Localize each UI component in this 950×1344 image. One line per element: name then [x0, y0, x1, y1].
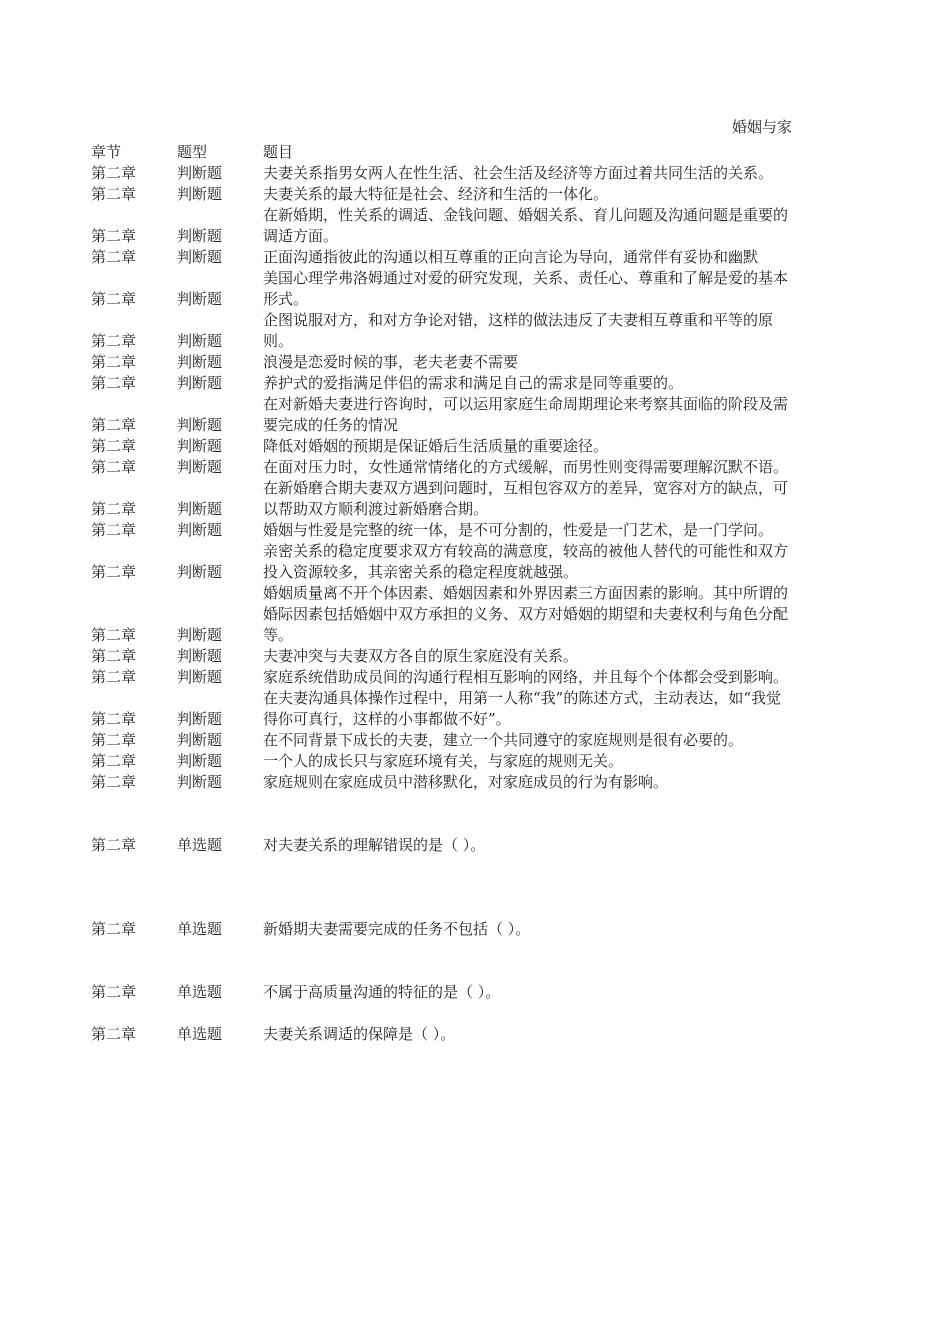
- type-cell: 判断题: [177, 731, 223, 749]
- question-cell: 在不同背景下成长的夫妻，建立一个共同遵守的家庭规则是很有必要的。: [263, 731, 744, 749]
- chapter-cell: 第二章: [91, 185, 137, 203]
- type-cell: 判断题: [177, 563, 223, 581]
- question-cell: 在面对压力时，女性通常情绪化的方式缓解，而男性则变得需要理解沉默不语。: [263, 458, 789, 476]
- chapter-cell: 第二章: [91, 773, 137, 791]
- chapter-cell: 第二章: [91, 500, 137, 518]
- type-cell: 判断题: [177, 353, 223, 371]
- table-row: [91, 751, 791, 772]
- question-cell: 浪漫是恋爱时候的事，老夫老妻不需要: [263, 353, 519, 371]
- type-cell: 判断题: [177, 227, 223, 245]
- type-cell: 判断题: [177, 248, 223, 266]
- table-row: [91, 541, 791, 583]
- table-row: [91, 457, 791, 478]
- table-row: [91, 373, 791, 394]
- table-row: [91, 982, 791, 1003]
- header-chapter: 章节: [91, 143, 122, 161]
- question-cell: 夫妻冲突与夫妻双方各自的原生家庭没有关系。: [263, 647, 579, 665]
- type-cell: 判断题: [177, 416, 223, 434]
- type-cell: 判断题: [177, 626, 223, 644]
- question-cell: 降低对婚姻的预期是保证婚后生活质量的重要途径。: [263, 437, 609, 455]
- question-cell: 在对新婚夫妻进行咨询时，可以运用家庭生命周期理论来考察其面临的阶段及需要完成的任务的情况: [263, 395, 789, 434]
- spacer-row: [91, 1003, 791, 1024]
- table-row: [91, 268, 791, 310]
- chapter-cell: 第二章: [91, 983, 137, 1001]
- table-row: [91, 184, 791, 205]
- type-cell: 判断题: [177, 773, 223, 791]
- chapter-cell: 第二章: [91, 626, 137, 644]
- table-row: [91, 772, 791, 793]
- header-type: 题型: [177, 143, 208, 161]
- chapter-cell: 第二章: [91, 920, 137, 938]
- chapter-cell: 第二章: [91, 647, 137, 665]
- chapter-cell: 第二章: [91, 731, 137, 749]
- chapter-cell: 第二章: [91, 416, 137, 434]
- table-row: [91, 1024, 791, 1045]
- spacer-row: [91, 814, 791, 835]
- question-cell: 新婚期夫妻需要完成的任务不包括（ ）。: [263, 920, 531, 938]
- question-cell: 正面沟通指彼此的沟通以相互尊重的正向言论为导向，通常伴有妥协和幽默: [263, 248, 759, 266]
- page-header: 婚姻与家: [732, 118, 793, 136]
- question-cell: 养护式的爱指满足伴侣的需求和满足自己的需求是同等重要的。: [263, 374, 684, 392]
- chapter-cell: 第二章: [91, 458, 137, 476]
- table-row: [91, 205, 791, 247]
- type-cell: 单选题: [177, 920, 223, 938]
- type-cell: 判断题: [177, 458, 223, 476]
- table-row: [91, 352, 791, 373]
- type-cell: 单选题: [177, 1025, 223, 1043]
- type-cell: 判断题: [177, 374, 223, 392]
- chapter-cell: 第二章: [91, 668, 137, 686]
- table-row: [91, 247, 791, 268]
- type-cell: 单选题: [177, 983, 223, 1001]
- spacer-row: [91, 877, 791, 898]
- question-cell: 不属于高质量沟通的特征的是（ ）。: [263, 983, 501, 1001]
- spacer-row: [91, 856, 791, 877]
- type-cell: 判断题: [177, 164, 223, 182]
- table-row: [91, 310, 791, 352]
- chapter-cell: 第二章: [91, 1025, 137, 1043]
- question-cell: 在新婚磨合期夫妻双方遇到问题时，互相包容双方的差异，宽容对方的缺点，可以帮助双方顺利渡过新婚磨合期。: [263, 479, 789, 518]
- table-row: [91, 394, 791, 436]
- table-row: [91, 520, 791, 541]
- header-question: 题目: [263, 143, 294, 161]
- table-row: [91, 688, 791, 730]
- question-cell: 家庭规则在家庭成员中潜移默化，对家庭成员的行为有影响。: [263, 773, 669, 791]
- type-cell: 判断题: [177, 752, 223, 770]
- question-table: [91, 141, 791, 1045]
- chapter-cell: 第二章: [91, 290, 137, 308]
- chapter-cell: 第二章: [91, 563, 137, 581]
- question-cell: 婚姻与性爱是完整的统一体，是不可分割的，性爱是一门艺术，是一门学问。: [263, 521, 774, 539]
- table-row: [91, 436, 791, 457]
- spacer-row: [91, 793, 791, 814]
- question-cell: 夫妻关系指男女两人在性生活、社会生活及经济等方面过着共同生活的关系。: [263, 164, 774, 182]
- type-cell: 判断题: [177, 521, 223, 539]
- question-cell: 夫妻关系调适的保障是（ ）。: [263, 1025, 456, 1043]
- chapter-cell: 第二章: [91, 332, 137, 350]
- table-header-row: [91, 141, 791, 163]
- spacer-row: [91, 961, 791, 982]
- table-row: [91, 667, 791, 688]
- table-row: [91, 646, 791, 667]
- chapter-cell: 第二章: [91, 353, 137, 371]
- question-cell: 婚姻质量离不开个体因素、婚姻因素和外界因素三方面因素的影响。其中所谓的婚际因素包括婚姻中双方承担的义务、双方对婚姻的期望和夫妻权利与角色分配等。: [263, 584, 789, 644]
- type-cell: 判断题: [177, 647, 223, 665]
- table-row: [91, 478, 791, 520]
- chapter-cell: 第二章: [91, 710, 137, 728]
- question-cell: 夫妻关系的最大特征是社会、经济和生活的一体化。: [263, 185, 609, 203]
- spacer-row: [91, 940, 791, 961]
- question-cell: 家庭系统借助成员间的沟通行程相互影响的网络，并且每个个体都会受到影响。: [263, 668, 789, 686]
- type-cell: 判断题: [177, 500, 223, 518]
- chapter-cell: 第二章: [91, 164, 137, 182]
- type-cell: 判断题: [177, 437, 223, 455]
- chapter-cell: 第二章: [91, 227, 137, 245]
- question-cell: 在夫妻沟通具体操作过程中，用第一人称“我”的陈述方式，主动表达，如“我觉得你可真行，这样的小事都做不好”。: [263, 689, 782, 728]
- chapter-cell: 第二章: [91, 248, 137, 266]
- chapter-cell: 第二章: [91, 374, 137, 392]
- type-cell: 判断题: [177, 332, 223, 350]
- chapter-cell: 第二章: [91, 752, 137, 770]
- chapter-cell: 第二章: [91, 437, 137, 455]
- type-cell: 判断题: [177, 290, 223, 308]
- table-row: [91, 835, 791, 856]
- question-cell: 在新婚期，性关系的调适、金钱问题、婚姻关系、育儿问题及沟通问题是重要的调适方面。: [263, 206, 789, 245]
- question-cell: 亲密关系的稳定度要求双方有较高的满意度，较高的被他人替代的可能性和双方投入资源较多，其亲密关系的稳定程度就越强。: [263, 542, 789, 581]
- type-cell: 判断题: [177, 710, 223, 728]
- chapter-cell: 第二章: [91, 836, 137, 854]
- type-cell: 单选题: [177, 836, 223, 854]
- spacer-row: [91, 898, 791, 919]
- type-cell: 判断题: [177, 668, 223, 686]
- question-cell: 一个人的成长只与家庭环境有关，与家庭的规则无关。: [263, 752, 624, 770]
- table-row: [91, 163, 791, 184]
- chapter-cell: 第二章: [91, 521, 137, 539]
- table-row: [91, 919, 791, 940]
- table-row: [91, 583, 791, 646]
- table-row: [91, 730, 791, 751]
- question-cell: 美国心理学弗洛姆通过对爱的研究发现，关系、责任心、尊重和了解是爱的基本形式。: [263, 269, 789, 308]
- type-cell: 判断题: [177, 185, 223, 203]
- question-cell: 对夫妻关系的理解错误的是（ ）。: [263, 836, 486, 854]
- question-cell: 企图说服对方，和对方争论对错，这样的做法违反了夫妻相互尊重和平等的原则。: [263, 311, 774, 350]
